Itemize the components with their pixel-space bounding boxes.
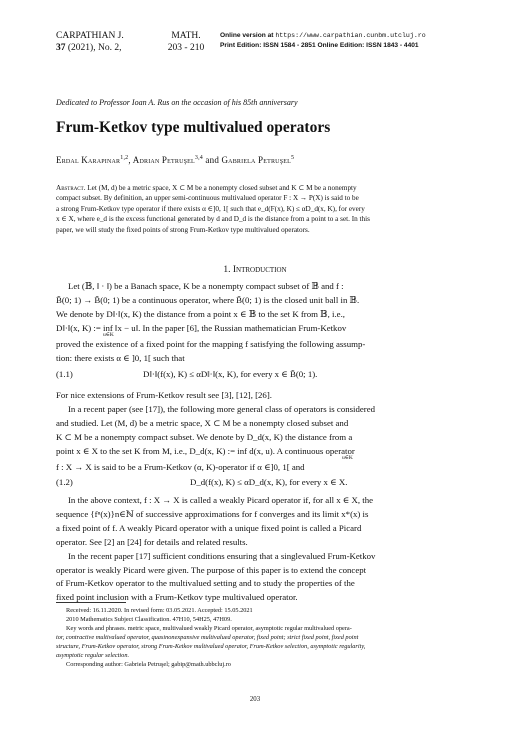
text-line: a fixed point of f. A weakly Picard operator with a unique fixed point is called a Picard (56, 522, 362, 533)
intro-paragraph-3 (56, 494, 456, 605)
text-line: operator is weakly Picard were given. The purpose of this paper is to extend the concept (56, 564, 367, 575)
keywords-line: asymptotic regular selection. (56, 652, 130, 659)
abstract-line (56, 183, 456, 193)
intro-paragraph-1 (56, 280, 456, 365)
keywords-line: tor, contractive multivalued operator, quasinonexpansive multivalued operator, fixed point; strict fixed point, fixed point (56, 634, 359, 641)
abstract-label: Abstract. (56, 184, 86, 192)
text-line: proved the existence of a fixed point for the mapping f satisfying the following assump- (56, 338, 366, 349)
author-2: Adrian Petruşel (132, 155, 195, 165)
footnote-divider (56, 602, 126, 603)
text-line: of Frum-Ketkov operator to the multivalued setting and to study the properties of the (56, 578, 355, 589)
section-heading: 1. Introduction (223, 265, 287, 275)
author-and: and (202, 155, 222, 165)
author-3: Gabriela Petruşel (221, 155, 291, 165)
paper-title: Frum-Ketkov type multivalued operators (56, 119, 331, 136)
text-line: and studied. Let (M, d) be a metric space, X ⊂ M be a nonempty closed subset and (56, 417, 349, 428)
abstract-line: compact subset. By definition, an upper semi-continuous multivalued operator F : X → P(X) is said to be (56, 194, 359, 203)
page-number: 203 (249, 696, 261, 703)
subject-block (162, 30, 210, 54)
msc-classification: 2010 Mathematics Subject Classification. 47H10, 54H25, 47H09. (66, 616, 232, 623)
text-line: operator. See [2] an [24] for details and related results. (56, 536, 248, 547)
intro-paragraph-2 (56, 389, 456, 474)
dedication: Dedicated to Professor Ioan A. Rus on the occasion of his 85th anniversary (56, 98, 298, 107)
text-line: For nice extensions of Frum-Ketkov result see [3], [12], [26]. (56, 390, 272, 400)
text-line: fixed point inclusion with a Frum-Ketkov type multivalued operator. (56, 592, 298, 603)
text-line: tion: there exists α ∈ ]0, 1[ such that (56, 352, 185, 363)
corresponding-author: Corresponding author: Gabriela Petruşel; gabip@math.ubbcluj.ro (66, 661, 231, 668)
text-line: Let (𝔹, ‖ · ‖) be a Banach space, K be a nonempty compact subset of 𝔹 and f : (68, 281, 344, 291)
text-line: point x ∈ X to the set K from M, i.e., D_d(x, K) := inf d(x, u). A continuous operator (56, 445, 355, 456)
received-dates: Received: 16.11.2020. In revised form: 03.05.2021. Accepted: 15.05.2021 (66, 607, 253, 614)
text-line: In a recent paper (see [17]), the following more general class of operators is considered (68, 403, 376, 414)
footnotes (56, 606, 456, 669)
subject-line-1: MATH. (171, 31, 201, 41)
text-line: K ⊂ M be a nonempty compact subset. We denote by D_d(x, K) the distance from a (56, 431, 353, 442)
text-line: In the above context, f : X → X is called a weakly Picard operator if, for all x ∈ X, the (68, 495, 374, 505)
author-2-affil: 3,4 (194, 155, 203, 161)
online-line (220, 31, 426, 41)
keywords-line: Key words and phrases. metric space, multivalued weakly Picard operator, asymptotic regular multivalued opera- (66, 625, 352, 632)
keywords-line: structure, Frum-Ketkov operator, strong Frum-Ketkov multivalued operator, Frum-Ketkov selection, asymptotic regularity, (56, 643, 366, 650)
online-prefix: Online version at (220, 32, 276, 39)
author-list (56, 155, 294, 165)
text-line: sequence {fⁿ(x)}n∈ℕ of successive approximations for f converges and its limit x*(x) is (56, 508, 369, 519)
issue-info: (2021), No. 2, (65, 43, 122, 53)
inf-subscript: u∈K (103, 331, 114, 338)
text-line: D‖·‖(x, K) := inf ‖x − u‖. In the paper [6], the Russian mathematician Frum-Ketkov (56, 322, 347, 333)
text-line: f : X → X is said to be a Frum-Ketkov (α, K)-operator if α ∈]0, 1[ and (56, 461, 305, 472)
online-info (220, 31, 426, 51)
abstract (56, 183, 456, 235)
text-line: In the recent paper [17] sufficient conditions ensuring that a singlevalued Frum-Ketkov (68, 550, 376, 561)
inf-subscript: u∈K (342, 454, 353, 461)
author-3-affil: 5 (290, 155, 295, 161)
author-separator: , (128, 155, 133, 165)
equation-1-1: D‖·‖(f(x), K) ≤ αD‖·‖(x, K), for every x ∈ B̃(0; 1). (143, 369, 318, 379)
abstract-line: a strong Frum-Ketkov type operator if there exists α ∈]0, 1[ such that e_d(F(x), K) ≤ αD_d(x, K), for every (56, 204, 365, 213)
journal-name (56, 30, 124, 54)
abstract-line: x ∈ X, where e_d is the excess functional generated by d and D_d is the distance from a point to a set. In this (56, 215, 370, 224)
abstract-line-text: Let (M, d) be a metric space, X ⊂ M be a nonempty closed subset and K ⊂ M be a nonempty (87, 184, 357, 192)
text-line: We denote by D‖·‖(x, K) the distance from a point x ∈ 𝔹 to the set K from 𝔹, i.e., (56, 308, 345, 319)
issn-line: Print Edition: ISSN 1584 - 2851 Online Edition: ISSN 1843 - 4401 (220, 42, 419, 49)
volume-number: 37 (56, 43, 66, 53)
page-range: 203 - 210 (167, 43, 205, 53)
journal-url-link[interactable]: https://www.carpathian.cunbm.utcluj.ro (275, 32, 426, 39)
journal-line-2 (56, 42, 124, 54)
equation-1-1-label: (1.1) (56, 369, 73, 379)
equation-1-2: D_d(f(x), K) ≤ αD_d(x, K), for every x ∈ X. (190, 477, 348, 487)
abstract-line: paper, we will study the fixed points of strong Frum-Ketkov type multivalued operators. (56, 225, 310, 234)
author-1: Erdal Karapınar (56, 155, 121, 165)
equation-1-2-label: (1.2) (56, 477, 73, 487)
author-1-affil: 1,2 (120, 155, 129, 161)
text-line: B̃(0; 1) → B̃(0; 1) be a continuous operator, where B̃(0; 1) is the closed unit ball in 𝔹. (56, 294, 360, 305)
journal-line-1: CARPATHIAN J. (56, 31, 124, 41)
